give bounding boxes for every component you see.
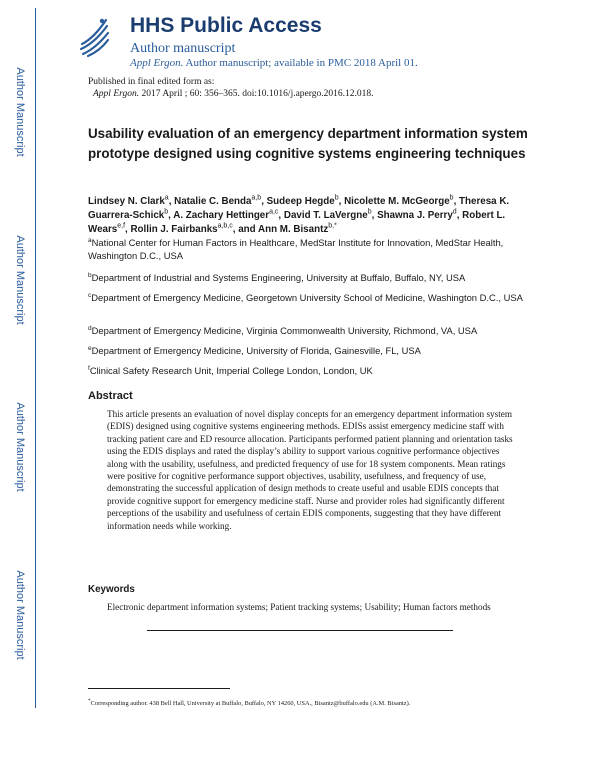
journal-abbrev: Appl Ergon. [130, 57, 184, 69]
footnote-text: Corresponding author. 438 Bell Hall, University at Buffalo, Buffalo, NY 14260, USA., Bisantz@buffalo.edu (A.M. Bisantz). [90, 700, 411, 708]
author-aff: a,c [269, 208, 279, 216]
author-name: A. Zachary Hettinger [173, 210, 270, 221]
keywords-divider [147, 630, 453, 631]
footnote-divider [88, 688, 230, 689]
sidebar-rule [35, 8, 36, 708]
author-aff: b [164, 208, 169, 216]
affiliation: $^e$Department of Emergency Medicine, University of Florida, Gainesville, FL, USA [88, 344, 421, 356]
author-aff: b,* [328, 222, 337, 230]
citation [93, 89, 374, 99]
author-aff: a [164, 194, 169, 202]
author-aff: a,b,c [217, 222, 233, 230]
author-aff: e,f [117, 222, 126, 230]
affiliation: $^b$Department of Industrial and Systems Engineering, University at Buffalo, Buffalo, NY, USA [88, 271, 466, 283]
hhs-eagle-logo-icon [78, 14, 110, 58]
affiliation: $^d$Department of Emergency Medicine, Virginia Commonwealth University, Richmond, VA, USA [88, 324, 478, 336]
author-name: Lindsey N. Clark [88, 196, 165, 207]
sidebar-label: Author Manuscript [14, 402, 26, 492]
article-title: Usability evaluation of an emergency department information system prototype designed using cognitive systems engineering techniques [88, 126, 528, 161]
affiliation: $^a$National Center for Human Factors in Healthcare, MedStar Institute for Innovation, MedStar Health, Washington D.C., USA [88, 236, 504, 261]
citation-details: 2017 April ; 60: 356–365. doi:10.1016/j.apergo.2016.12.018. [139, 89, 374, 99]
affiliation: $^c$Department of Emergency Medicine, Georgetown University School of Medicine, Washington D.C., USA [88, 291, 523, 303]
abstract-body: This article presents an evaluation of novel display concepts for an emergency department information system (EDIS) designed using cognitive systems engineering methods. EDISs assist emergency medicine staff with tracking patient care and ED resource allocation. Participants performed patient planning and orientation tasks using the EDIS displays and rated the display’s ability to support various cognitive performance objectives along with the usability, usefulness, and predicted frequency of use for 18 system components. Mean ratings were positive for cognitive performance support objectives, usability, usefulness, and frequency of use, demonstrating the successful application of design methods to create useful and usable EDIS concepts that provide cognitive support for emergency medicine staff. Nurse and provider roles had significantly different perceptions of the usability and usefulness of certain EDIS components, suggesting that they have different information needs while working. [107, 409, 513, 531]
manuscript-label: Author manuscript [130, 41, 236, 56]
affiliation: $^f$Clinical Safety Research Unit, Imperial College London, London, UK [88, 364, 373, 376]
footnote-mark: * [88, 698, 91, 704]
affiliation-mark: c [88, 291, 92, 299]
sidebar-label: Author Manuscript [14, 67, 26, 157]
author-aff: d [452, 208, 457, 216]
author-aff: b [334, 194, 339, 202]
published-label: Published in final edited form as: [88, 77, 215, 87]
author-name: Shawna J. Perry [377, 210, 453, 221]
keywords-heading: Keywords [88, 584, 135, 595]
author-aff: b [367, 208, 372, 216]
footnote [88, 698, 528, 707]
citation-journal: Appl Ergon. [93, 89, 140, 99]
hhs-title: HHS Public Access [130, 14, 322, 37]
author-name: Rollin J. Fairbanks [130, 224, 218, 235]
sidebar-label: Author Manuscript [14, 570, 26, 660]
affiliation-mark: e [88, 344, 92, 352]
author-name: Theresa K. Guarrera-Schick [88, 196, 510, 221]
sidebar-label: Author Manuscript [14, 235, 26, 325]
affiliation-mark: a [88, 236, 92, 244]
abstract-heading: Abstract [88, 390, 133, 402]
author-name: Sudeep Hegde [266, 196, 335, 207]
keywords-body: Electronic department information systems; Patient tracking systems; Usability; Human factors methods [107, 602, 491, 612]
author-list: Lindsey N. Clark$^a$, Natalie C. Benda$^{a,b}$, Sudeep Hegde$^b$, Nicolette M. McGeorge$^b$, Theresa K. Guarrera-Schick$^b$, A. Zachary Hettinger$^{a,c}$, David T. LaVergne$^b$, Shawna J. Perry$^d$, Robert L. Wears$^{e,f}$, Rollin J. Fairbanks$^{a,b,c}$, and Ann M. Bisantz$^{b,*}$ [88, 194, 510, 235]
author-name: Ann M. Bisantz [258, 224, 329, 235]
author-name: Robert L. Wears [88, 210, 506, 235]
availability-line [130, 57, 418, 69]
affiliation-mark: f [88, 364, 90, 372]
author-aff: a,b [251, 194, 262, 202]
affiliation-mark: b [88, 271, 92, 279]
author-name: Natalie C. Benda [174, 196, 252, 207]
author-aff: b [449, 194, 454, 202]
affiliation-mark: d [88, 324, 92, 332]
author-name: Nicolette M. McGeorge [344, 196, 450, 207]
author-name: David T. LaVergne [283, 210, 368, 221]
availability-text: Author manuscript; available in PMC 2018 April 01. [183, 57, 418, 69]
